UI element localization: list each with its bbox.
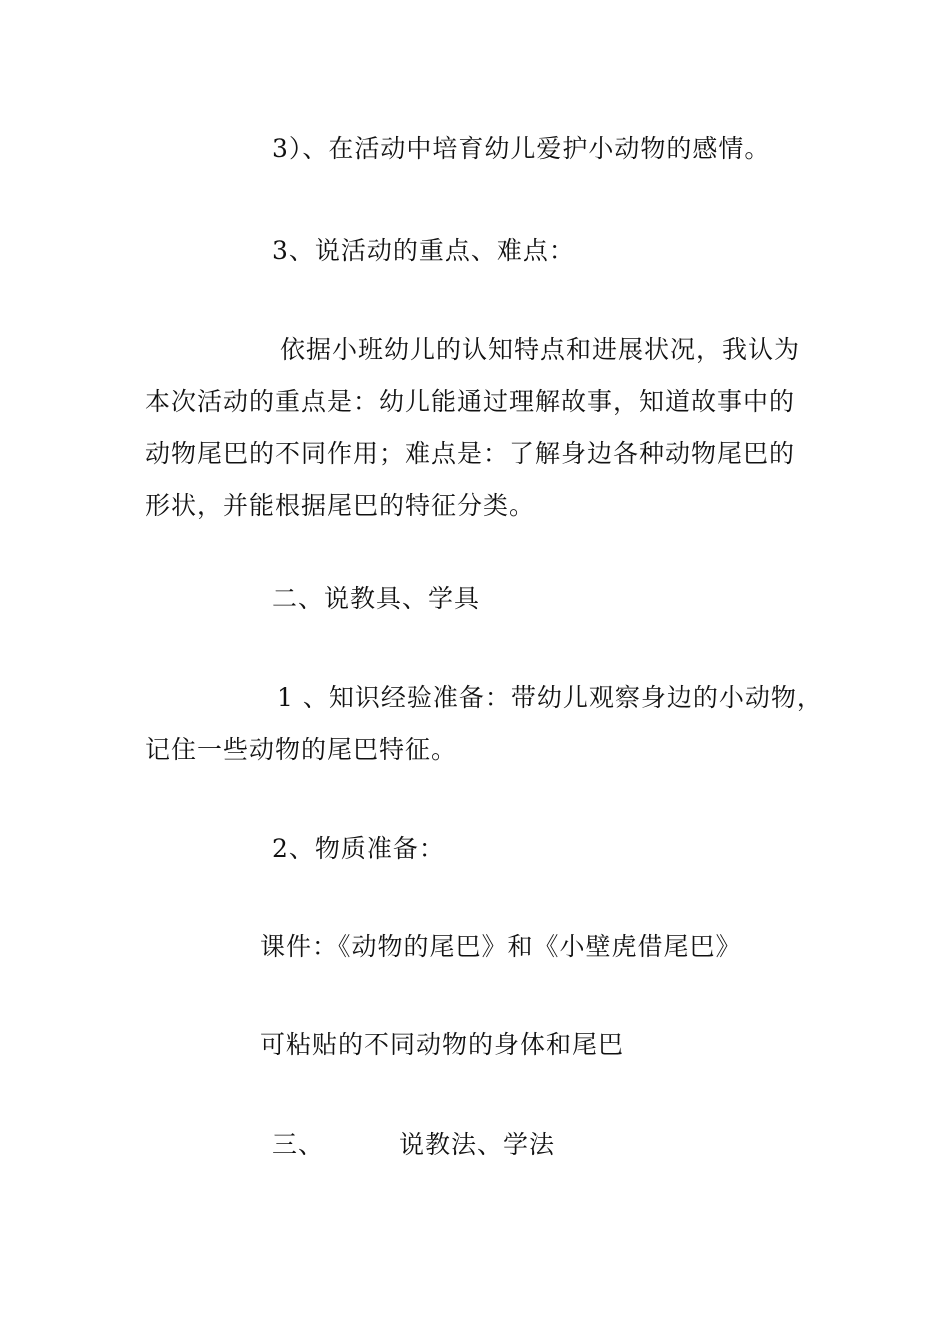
stickers-text: 可粘贴的不同动物的身体和尾巴 [260,1030,625,1059]
section-title: 说教法、学法 [399,1130,556,1159]
goal-3-text: 3）、在活动中培育幼儿爱护小动物的感情。 [272,134,771,163]
key-points-paragraph [145,324,815,532]
courseware-text: 课件：《动物的尾巴》和《小壁虎借尾巴》 [260,932,742,961]
section-two-heading: 二、说教具、学具 [272,584,481,613]
paragraph-line: 动物尾巴的不同作用；难点是：了解身边各种动物尾巴的 [145,439,796,468]
paragraph-line: 记住一些动物的尾巴特征。 [145,735,458,764]
paragraph-line: 本次活动的重点是：幼儿能通过理解故事，知道故事中的 [145,387,796,416]
material-prep-heading: 2、物质准备： [272,834,445,863]
paragraph-line: 形状，并能根据尾巴的特征分类。 [145,491,536,520]
paragraph-line: 依据小班幼儿的认知特点和进展状况，我认为 [280,335,801,364]
knowledge-prep-paragraph [145,672,823,776]
section-three-heading [272,1125,555,1165]
section-number: 三、 [272,1130,325,1159]
paragraph-line: 1 、知识经验准备：带幼儿观察身边的小动物， [277,683,823,712]
key-points-heading: 3、说活动的重点、难点： [272,236,575,265]
